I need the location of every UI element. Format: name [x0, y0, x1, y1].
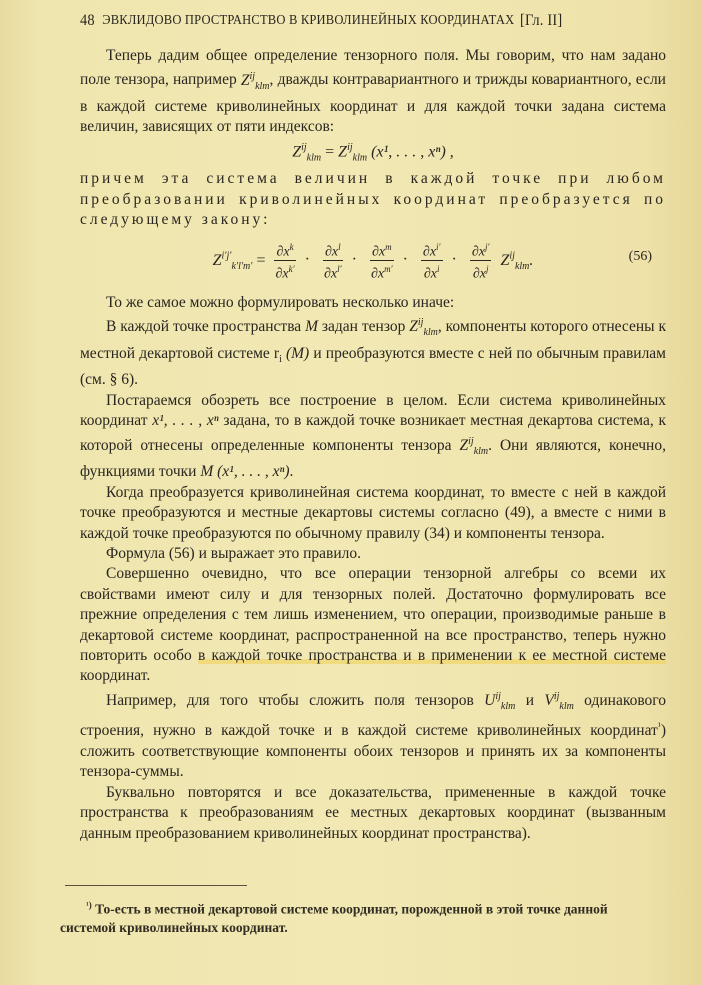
paragraph-transformation-law-intro: причем эта система величин в каждой точке при любом преобразовании криволинейных координат преобразуется по следующему закону: — [80, 170, 666, 229]
fraction-4: $\frac{\partial x^{i'}}{\partial x^i}$ — [421, 239, 443, 283]
footnote-mark: ¹) — [86, 900, 92, 910]
fraction-3: $\frac{\partial x^m}{\partial x^{m'}}$ — [370, 239, 394, 283]
footnote-text: То-есть в местной декартовой системе координат, порожденной в этой точке данной системой криволинейных координат. — [60, 901, 608, 935]
highlighted-text: в каждой точке пространства и в применении к ее местной системе — [198, 647, 667, 665]
fraction-2: $\frac{\partial x^l}{\partial x^{l'}}$ — [323, 239, 343, 283]
tensor-Z: $Z^{ij}_{klm}$ — [240, 70, 270, 92]
paragraph-example-sum: Например, для того чтобы сложить поля тензоров $U^{ij}_{klm}$ и $V^{ij}_{klm}$ одинакового строения, нужно в каждой точке и в каждой системе криволинейных координат$^{^1}$) сложить соответствующие компоненты обоих тензоров и принять их за компоненты тензора-суммы. — [80, 690, 666, 781]
equation-number: (56) — [628, 248, 652, 264]
paragraph-tensor-algebra: Совершенно очевидно, что все операции тензорной алгебры со всеми их свойствами имеют силу и для тензорных полей. Достаточно формулировать все прежние определения с тем лишь изменением, что операции, производимые раньше в декартовой системе координат, распространенной на все пространство, теперь нужно повторить особо в каждой точке пространства и в применении к ее местной системе координат. — [80, 565, 667, 685]
equation-56: $Z^{i'j'}_{k'l'm'}$ = $\frac{\partial x^k}{\partial x^{k'}}$ · $\frac{\partial x^l}{\partial x^{l'}}$ · $\frac{\partial x^m}{\partial x^{m'}}$ · $\frac{\partial x^{i'}}{\partial x^i}$ · $\frac{\partial x^{j'}}{\partial x^j}$ $Z^{ij}_{klm}$. (56) — [80, 239, 666, 283]
running-head — [80, 12, 625, 30]
fraction-5: $\frac{\partial x^{j'}}{\partial x^j}$ — [470, 239, 492, 283]
footnote-reference[interactable]: ¹ — [657, 721, 661, 733]
text: , дважды контравариантного и трижды ковариантного, если в каждой системе криволинейных координат и для каждой точки задана система величин, зависящих от пяти индексов: — [80, 71, 666, 136]
footnote — [60, 896, 666, 937]
paragraph-overview: Постараемся обозреть все построение в целом. Если система криволинейных координат x¹, . . . , xⁿ задана, то в каждой точке возникает местная декартова система, к которой отнесены определенные компоненты тензора $Z^{ij}_{klm}$. Они являются, конечно, функциями точки M (x¹, . . . , xⁿ). — [80, 391, 666, 481]
chapter-ref: [Гл. II] — [519, 12, 563, 29]
paragraph-reformulate: То же самое можно формулировать несколько иначе: — [106, 293, 455, 311]
running-title: ЭВКЛИДОВО ПРОСТРАНСТВО В КРИВОЛИНЕЙНЫХ КООРДИНАТАХ — [102, 12, 515, 27]
paragraph-proofs: Буквально повторятся и все доказательства, примененные в каждой точке пространства к преобразованиям ее местных декартовых координат (вызванным данным преобразованием криволинейных координат пространства). — [80, 783, 666, 842]
footnote-divider — [65, 885, 247, 886]
paragraph-tensor-field-definition — [80, 46, 666, 138]
equation-tensor-components: $Z^{ij}_{klm} = Z^{ij}_{klm}$ (x¹, . . . , xⁿ) , — [292, 141, 454, 164]
text: Теперь дадим общее определение тензорного поля. Мы говорим, что нам задано поле тензора, например — [80, 47, 666, 89]
book-page — [80, 10, 666, 844]
paragraph-transformation: Когда преобразуется криволинейная система координат, то вместе с ней в каждой точке преобразуются и местные декартовы системы согласно (49), а вместе с ними в каждой точке преобразуются по обычному правилу (34) и компоненты тензора. — [80, 483, 666, 542]
paragraph-formula-56: Формула (56) и выражает это правило. — [106, 544, 361, 562]
paragraph-local-cartesian: В каждой точке пространства M задан тензор $Z^{ij}_{klm}$, компоненты которого отнесены к местной декартовой системе $r_i$ (M) и преобразуются вместе с ней по обычным правилам (см. § 6). — [80, 317, 666, 389]
fraction-1: $\frac{\partial x^k}{\partial x^{k'}}$ — [274, 239, 295, 283]
page-number: 48 — [80, 12, 95, 29]
